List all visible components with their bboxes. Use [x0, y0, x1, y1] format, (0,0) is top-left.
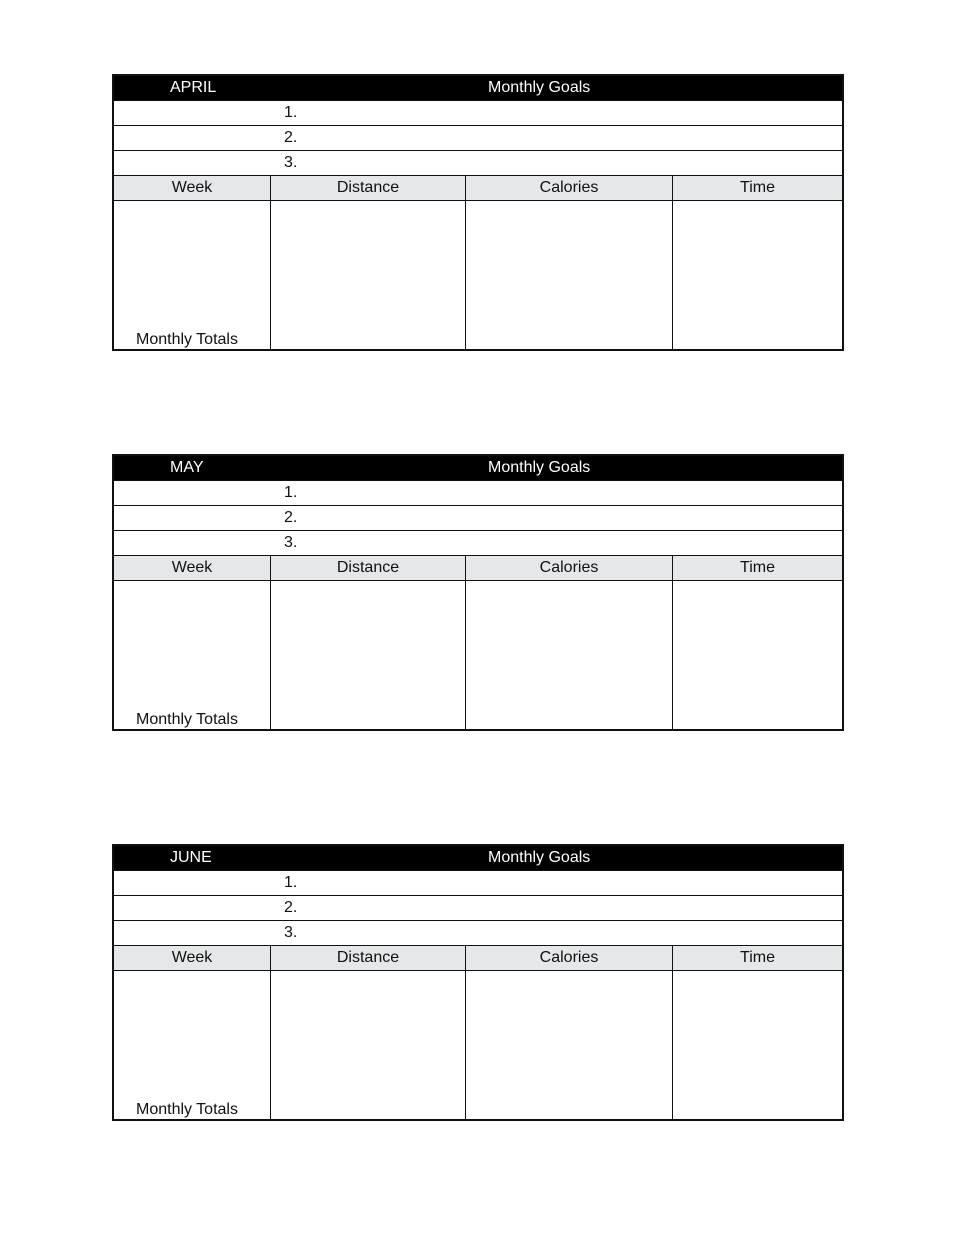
time-cell[interactable] [672, 201, 842, 349]
column-time: Time [672, 556, 842, 580]
goal-row-3[interactable] [114, 150, 842, 175]
week-cell[interactable] [114, 201, 270, 349]
time-cell[interactable] [672, 581, 842, 729]
monthly-totals-label: Monthly Totals [136, 1101, 238, 1118]
month-table-april [112, 74, 844, 351]
month-header [114, 846, 842, 870]
column-header-row [114, 555, 842, 580]
calories-cell[interactable] [465, 971, 672, 1119]
month-name: JUNE [170, 849, 212, 866]
goal-row-1[interactable] [114, 870, 842, 895]
month-name: MAY [170, 459, 204, 476]
goal-number: 1. [284, 104, 298, 121]
calories-cell[interactable] [465, 581, 672, 729]
column-distance: Distance [270, 556, 465, 580]
distance-cell[interactable] [270, 201, 465, 349]
goal-row-3[interactable] [114, 920, 842, 945]
monthly-totals-label: Monthly Totals [136, 711, 238, 728]
goal-number: 3. [284, 534, 298, 551]
column-header-row [114, 945, 842, 970]
goal-number: 2. [284, 899, 298, 916]
column-calories: Calories [465, 946, 672, 970]
time-cell[interactable] [672, 971, 842, 1119]
calories-cell[interactable] [465, 201, 672, 349]
goal-number: 2. [284, 129, 298, 146]
week-cell[interactable] [114, 581, 270, 729]
goal-number: 1. [284, 484, 298, 501]
column-time: Time [672, 946, 842, 970]
goals-title: Monthly Goals [488, 849, 591, 866]
month-name: APRIL [170, 79, 217, 96]
column-distance: Distance [270, 946, 465, 970]
month-table-may [112, 454, 844, 731]
goal-row-2[interactable] [114, 125, 842, 150]
goal-row-1[interactable] [114, 480, 842, 505]
goal-number: 1. [284, 874, 298, 891]
column-distance: Distance [270, 176, 465, 200]
distance-cell[interactable] [270, 971, 465, 1119]
entry-row [114, 970, 842, 1119]
monthly-totals-label: Monthly Totals [136, 331, 238, 348]
column-week: Week [171, 949, 213, 966]
month-header [114, 456, 842, 480]
column-calories: Calories [465, 556, 672, 580]
goal-number: 3. [284, 924, 298, 941]
goal-row-1[interactable] [114, 100, 842, 125]
goal-row-2[interactable] [114, 895, 842, 920]
distance-cell[interactable] [270, 581, 465, 729]
entry-row [114, 580, 842, 729]
goals-title: Monthly Goals [488, 79, 591, 96]
entry-row [114, 200, 842, 349]
column-header-row [114, 175, 842, 200]
goal-number: 2. [284, 509, 298, 526]
goal-row-2[interactable] [114, 505, 842, 530]
goal-number: 3. [284, 154, 298, 171]
column-week: Week [171, 179, 213, 196]
goals-title: Monthly Goals [488, 459, 591, 476]
month-table-june [112, 844, 844, 1121]
column-time: Time [672, 176, 842, 200]
column-week: Week [171, 559, 213, 576]
goal-row-3[interactable] [114, 530, 842, 555]
column-calories: Calories [465, 176, 672, 200]
week-cell[interactable] [114, 971, 270, 1119]
month-header [114, 76, 842, 100]
